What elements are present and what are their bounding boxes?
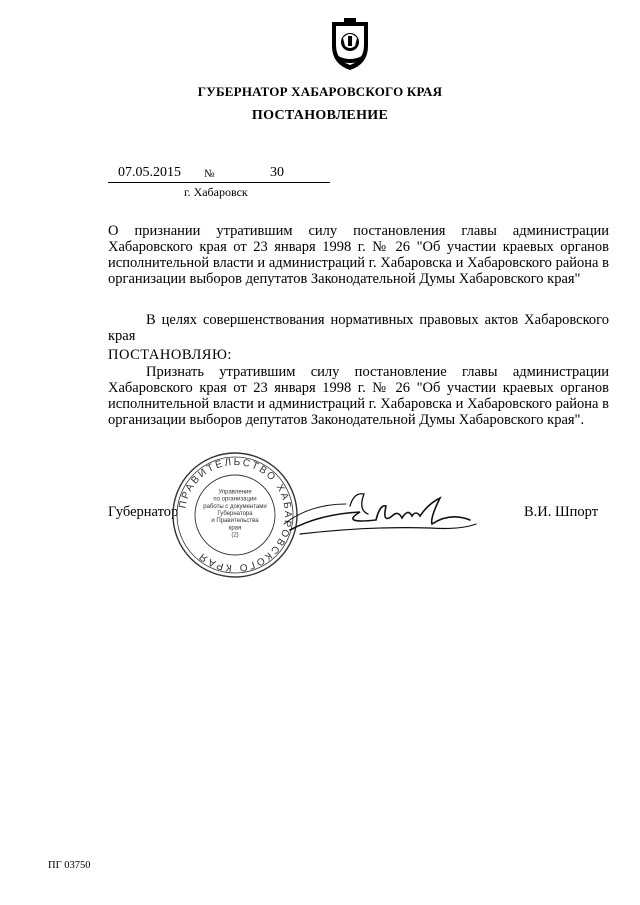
decree-word: ПОСТАНОВЛЯЮ: [108, 347, 232, 363]
coat-of-arms-emblem [328, 16, 372, 72]
svg-text:ПРАВИТЕЛЬСТВО ХАБАРОВСКОГО КРА: ПРАВИТЕЛЬСТВО ХАБАРОВСКОГО КРАЯ [177, 456, 294, 574]
signatory-title: Губернатор [108, 504, 179, 520]
registration-number-label: № [204, 168, 215, 180]
stamp-center-line: Губернатора [217, 511, 253, 517]
registration-date: 07.05.2015 [118, 165, 181, 180]
stamp-center-line: и Правительства [211, 518, 259, 525]
body-paragraph: Признать утратившим силу постановление главы администрации Хабаровского края от 23 января 1998 г. № 26 "Об участии краевых органов исполнительной власти и администраций г. Хабаровска и Хабаровского района в организации выборов депутатов Законодательной Думы Хабаровского края". [108, 364, 609, 428]
issuing-authority: ГУБЕРНАТОР ХАБАРОВСКОГО КРАЯ [197, 84, 443, 99]
preamble-paragraph: В целях совершенствования нормативных правовых актов Хабаровского края [108, 312, 609, 344]
signatory-name: В.И. Шпорт [524, 504, 599, 520]
stamp-center-line: Управление [218, 489, 252, 496]
stamp-center-line: (2) [231, 532, 239, 539]
document-type: ПОСТАНОВЛЕНИЕ [251, 108, 389, 123]
stamp-center-line: работы с документами [203, 503, 267, 510]
footer-code: ПГ 03750 [48, 860, 91, 871]
registration-underline [108, 182, 330, 183]
stamp-center-line: края [228, 525, 242, 532]
registration-city: г. Хабаровск [184, 185, 248, 199]
handwritten-signature [280, 484, 480, 544]
registration-number: 30 [270, 165, 284, 180]
stamp-center-line: по организации [213, 496, 257, 503]
document-subject: О признании утратившим силу постановления главы администрации Хабаровского края от 23 января 1998 г. № 26 "Об участии краевых органов исполнительной власти и администраций г. Хабаровска и Хабаровского района в организации выборов депутатов Законодательной Думы Хабаровского края" [108, 223, 609, 287]
